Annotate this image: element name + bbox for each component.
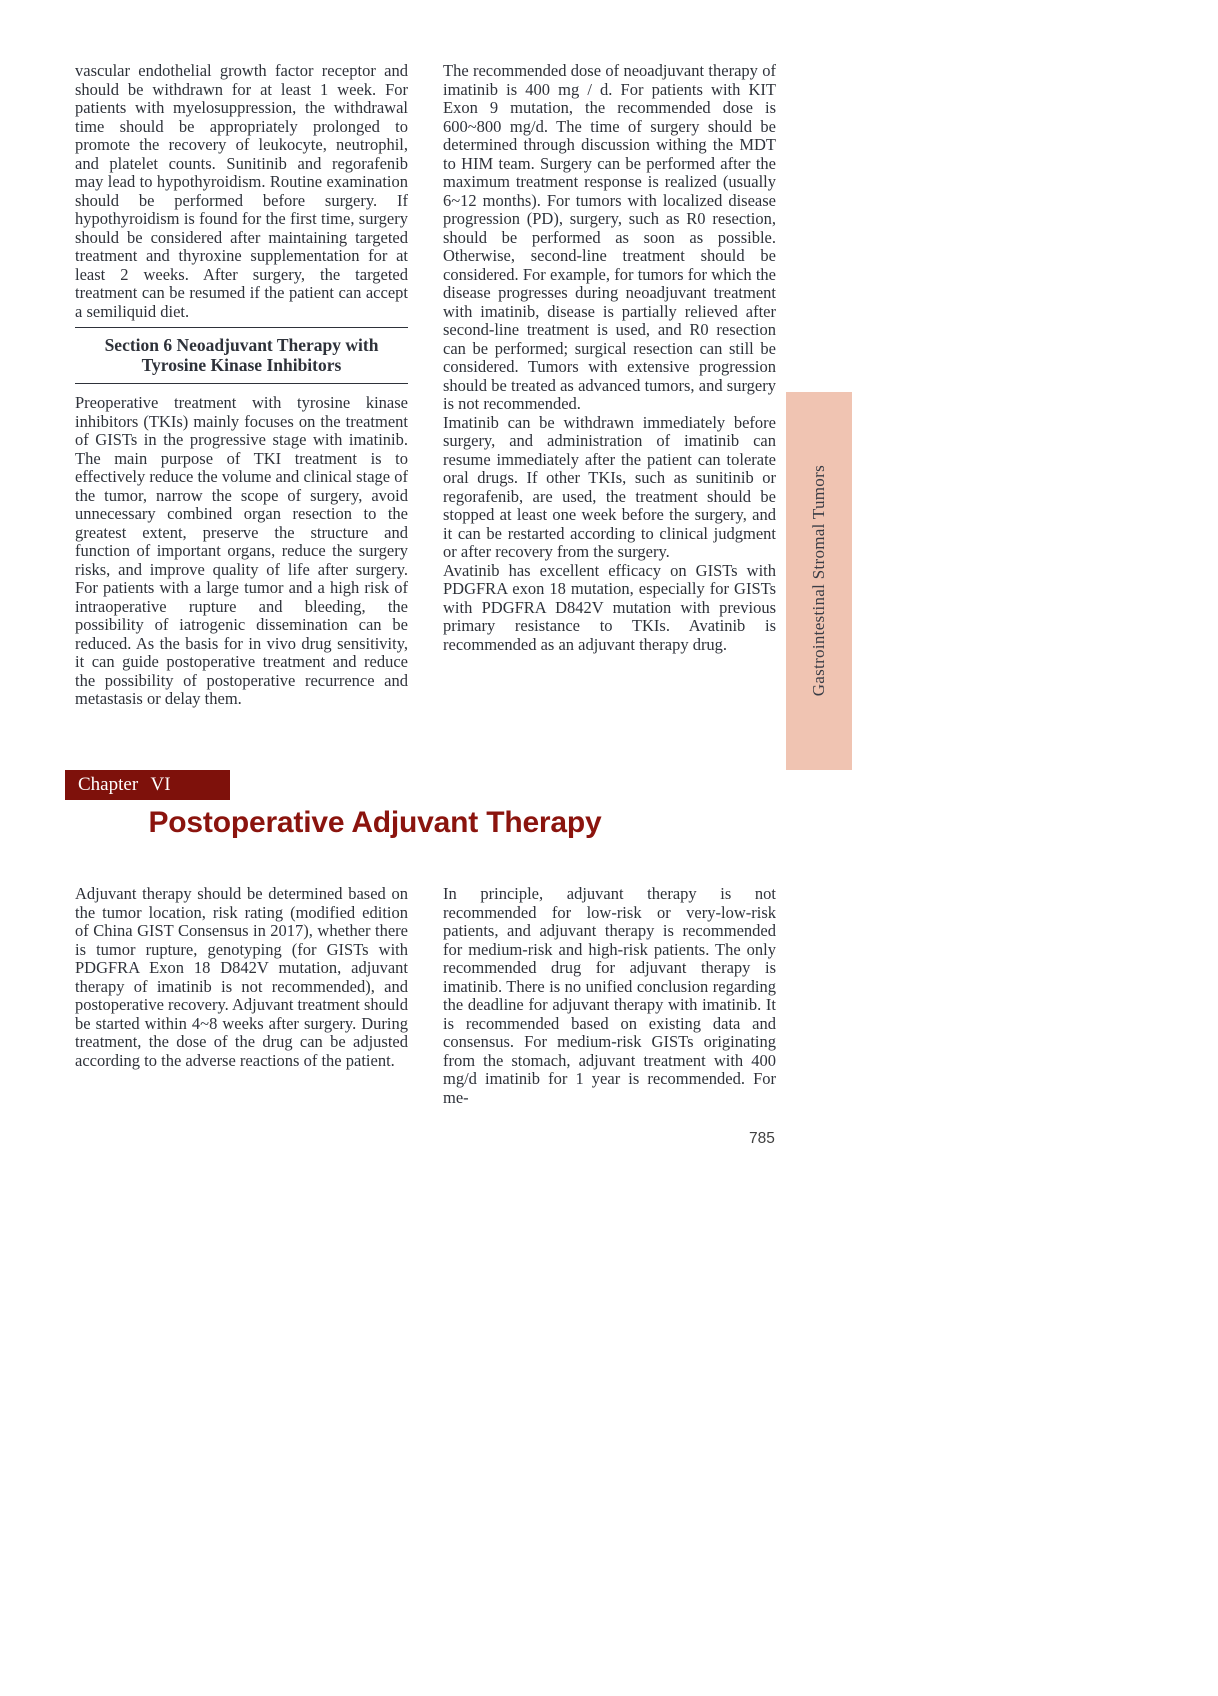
side-tab-gastrointestinal-stromal-tumors [786,392,852,770]
paragraph-adjuvant-recommendations: In principle, adjuvant therapy is not recommended for low-risk or very-low-risk patients, and adjuvant therapy is recommended for medium-risk and high-risk patients. The only recommended drug for adjuvant therapy is imatinib. There is no unified conclusion regarding the deadline for adjuvant therapy with imatinib. It is recommended based on existing data and consensus. For medium-risk GISTs originating from the stomach, adjuvant treatment with 400 mg/d imatinib for 1 year is recommended. For me- [443,884,776,1107]
side-tab-label: Gastrointestinal Stromal Tumors [809,465,828,697]
chapter-title: Postoperative Adjuvant Therapy [148,806,602,839]
top-left-column [75,62,408,709]
paragraph-targeted-therapy-withdrawal: vascular endothelial growth factor receptor and should be withdrawn for at least 1 week. For patients with myelosuppression, the withdrawal time should be appropriately prolonged to promote the recovery of leukocyte, neutrophil, and platelet counts. Sunitinib and regorafenib may lead to hypothyroidism. Routine examination should be performed before surgery. If hypothyroidism is found for the first time, surgery should be considered after maintaining targeted treatment and thyroxine supplementation for at least 2 weeks. After surgery, the targeted treatment can be resumed if the patient can accept a semiliquid diet. [75,61,408,321]
top-two-column-section [75,62,776,709]
top-right-column [443,62,776,709]
paragraph-preoperative-tki-treatment: Preoperative treatment with tyrosine kinase inhibitors (TKIs) mainly focuses on the treatment of GISTs in the progressive stage with imatinib. The main purpose of TKI treatment is to effectively reduce the volume and clinical stage of the tumor, narrow the scope of surgery, avoid unnecessary combined organ resection to the greatest extent, preserve the structure and function of important organs, reduce the surgery risks, and improve quality of life after surgery. For patients with a large tumor and a high risk of intraoperative rupture and bleeding, the possibility of iatrogenic dissemination can be reduced. As the basis for in vivo drug sensitivity, it can guide postoperative treatment and reduce the possibility of postoperative recurrence and metastasis or delay them. [75,393,408,708]
paragraph-avatinib-efficacy: Avatinib has excellent efficacy on GISTs with PDGFRA exon 18 mutation, especially for GISTs with PDGFRA D842V mutation with previous primary resistance to TKIs. Avatinib is recommended as an adjuvant therapy drug. [443,560,776,654]
section-6-heading-block [75,327,408,384]
paragraph-imatinib-withdrawal: Imatinib can be withdrawn immediately before surgery, and administration of imatinib can resume immediately after the patient can tolerate oral drugs. If other TKIs, such as sunitinib or regorafenib, are used, the treatment should be stopped at least one week before the surgery, and it can be restarted according to clinical judgment or after recovery from the surgery. [443,412,776,561]
section-6-heading [79,335,404,375]
chapter-banner: Chapter VI [65,770,230,800]
bottom-two-column-section [75,885,776,1107]
page-number: 785 [749,1130,775,1147]
bottom-right-column [443,885,776,1107]
paragraph-neoadjuvant-dose: The recommended dose of neoadjuvant therapy of imatinib is 400 mg / d. For patients with KIT Exon 9 mutation, the recommended dose is 600~800 mg/d. The time of surgery should be determined through discussion withing the MDT to HIM team. Surgery can be performed after the maximum treatment response is realized (usually 6~12 months). For tumors with localized disease progression (PD), surgery, such as R0 resection, should be performed as soon as possible. Otherwise, second-line treatment should be considered. For example, for tumors for which the disease progresses during neoadjuvant treatment with imatinib, disease is partially relieved after second-line treatment is used, and R0 resection can be performed; surgical resection can still be considered. Tumors with extensive progression should be treated as advanced tumors, and surgery is not recommended. [443,61,776,413]
section-6-heading-line2: Tyrosine Kinase Inhibitors [141,355,342,375]
bottom-left-column [75,885,408,1107]
paragraph-adjuvant-determination: Adjuvant therapy should be determined based on the tumor location, risk rating (modified edition of China GIST Consensus in 2017), whether there is tumor rupture, genotyping (for GISTs with PDGFRA Exon 18 D842V mutation, adjuvant therapy of imatinib is not recommended), and postoperative recovery. Adjuvant treatment should be started within 4~8 weeks after surgery. During treatment, the dose of the drug can be adjusted according to the adverse reactions of the patient. [75,884,408,1070]
section-6-heading-line1: Section 6 Neoadjuvant Therapy with [104,335,379,355]
